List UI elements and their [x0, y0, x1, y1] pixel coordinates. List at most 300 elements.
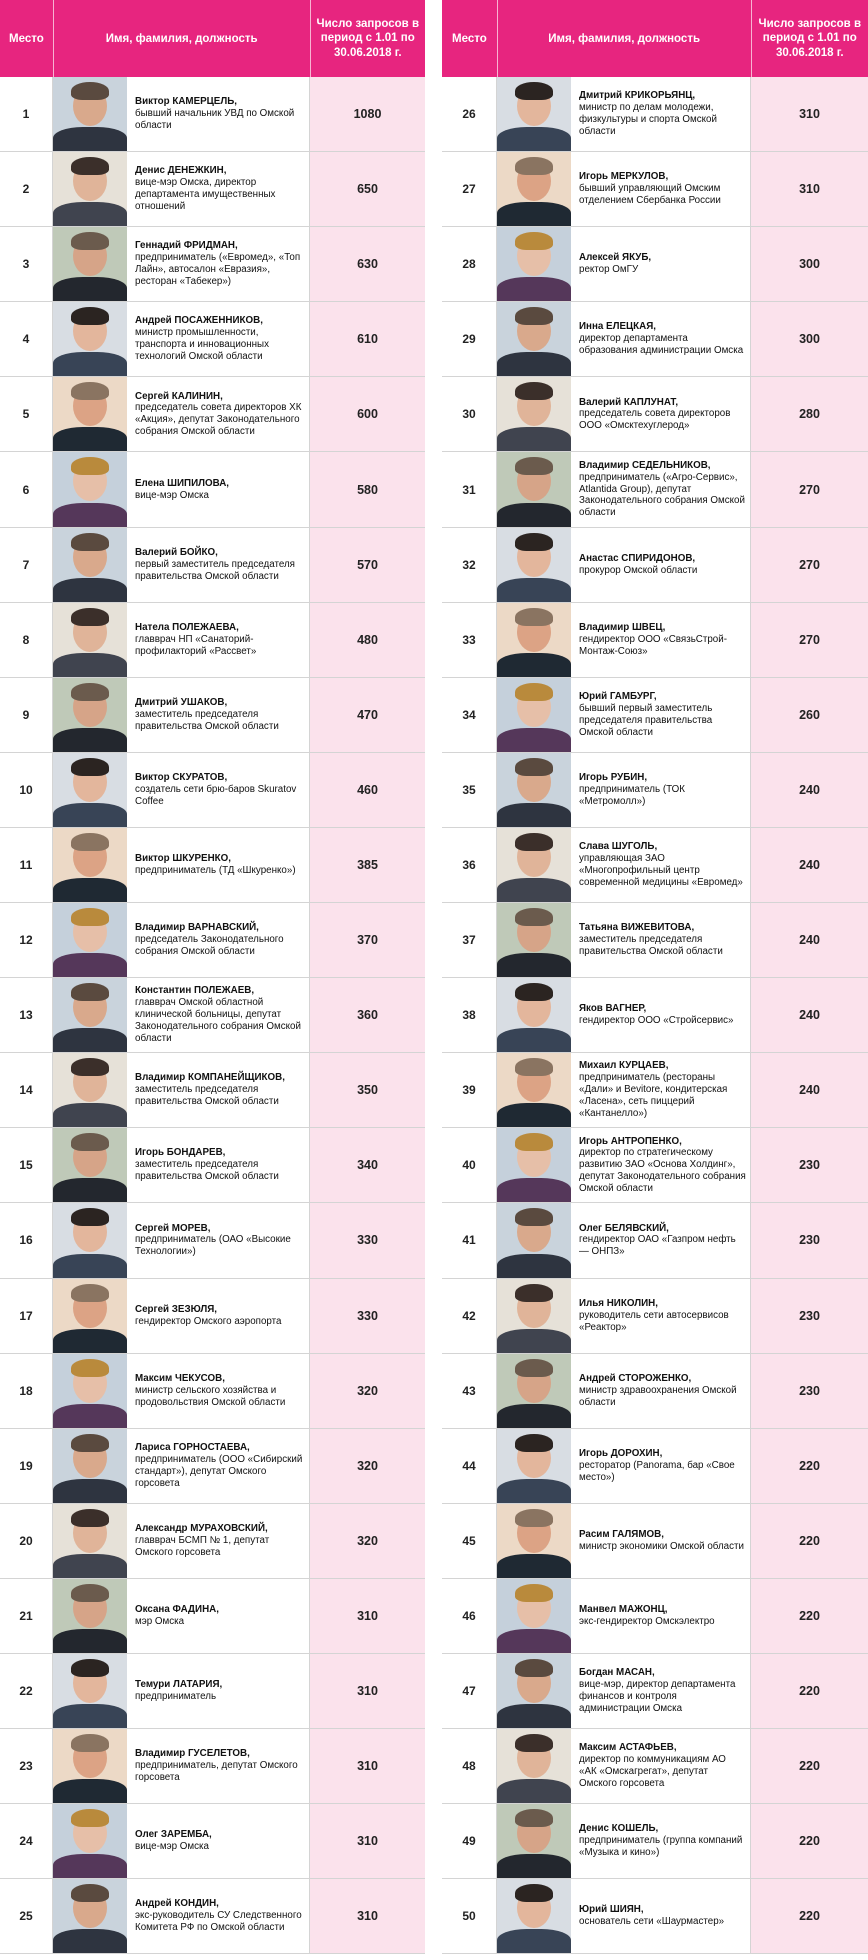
rank-number: 46 — [442, 1579, 497, 1653]
person-photo — [53, 1053, 127, 1127]
request-count: 320 — [310, 1504, 425, 1578]
person-info — [127, 1504, 310, 1578]
rank-number: 26 — [442, 77, 497, 151]
person-info — [127, 152, 310, 226]
person-name: Богдан МАСАН, — [579, 1667, 655, 1679]
person-photo — [53, 903, 127, 977]
person-name: Владимир ШВЕЦ, — [579, 621, 666, 633]
person-info — [571, 678, 751, 752]
request-count: 240 — [751, 978, 868, 1052]
person-position: предприниматель (ТД «Шкуренко») — [135, 864, 296, 876]
rank-number: 24 — [0, 1804, 53, 1878]
table-row — [0, 1654, 425, 1729]
rank-number: 25 — [0, 1879, 53, 1953]
rank-number: 48 — [442, 1729, 497, 1803]
person-name: Валерий БОЙКО, — [135, 546, 218, 558]
request-count: 310 — [310, 1654, 425, 1728]
person-info — [571, 1804, 751, 1878]
rank-number: 13 — [0, 978, 53, 1052]
person-photo — [497, 1429, 571, 1503]
table-row — [442, 1654, 868, 1729]
person-info — [571, 1729, 751, 1803]
person-photo — [497, 678, 571, 752]
person-position: бывший начальник УВД по Омской области — [135, 108, 295, 132]
person-position: предприниматель (ООО «Сибирский стандарт»), депутат Омского горсовета — [135, 1453, 303, 1489]
person-photo — [53, 828, 127, 902]
table-row — [442, 152, 868, 227]
person-name: Илья НИКОЛИН, — [579, 1297, 658, 1309]
table-row — [0, 603, 425, 678]
person-info — [571, 903, 751, 977]
person-name: Михаил КУРЦАЕВ, — [579, 1060, 669, 1072]
person-photo — [497, 1654, 571, 1728]
person-info — [127, 1804, 310, 1878]
person-info — [571, 227, 751, 301]
table-row — [0, 302, 425, 377]
person-name: Олег БЕЛЯВСКИЙ, — [579, 1222, 669, 1234]
table-row — [0, 978, 425, 1053]
person-position: первый заместитель председателя правительства Омской области — [135, 558, 295, 582]
person-position: предприниматель — [135, 1691, 217, 1703]
person-photo — [497, 1279, 571, 1353]
person-name: Игорь АНТРОПЕНКО, — [579, 1135, 682, 1147]
rank-number: 10 — [0, 753, 53, 827]
rank-number: 3 — [0, 227, 53, 301]
request-count: 580 — [310, 452, 425, 526]
person-photo — [497, 377, 571, 451]
person-photo — [497, 1128, 571, 1202]
person-position: основатель сети «Шаурмастер» — [579, 1916, 725, 1928]
person-info — [127, 1203, 310, 1277]
request-count: 260 — [751, 678, 868, 752]
table-header — [442, 0, 868, 77]
rank-number: 20 — [0, 1504, 53, 1578]
rank-number: 27 — [442, 152, 497, 226]
table-row — [442, 1504, 868, 1579]
rank-number: 9 — [0, 678, 53, 752]
ranking-table-left — [0, 0, 425, 1954]
person-position: прокурор Омской области — [579, 564, 698, 576]
person-position: гендиректор Омского аэропорта — [135, 1315, 282, 1327]
person-photo — [497, 1729, 571, 1803]
person-photo — [53, 1504, 127, 1578]
rank-number: 16 — [0, 1203, 53, 1277]
person-info — [571, 1879, 751, 1953]
request-count: 300 — [751, 302, 868, 376]
rank-number: 6 — [0, 452, 53, 526]
person-position: гендиректор ОАО «Газпром нефть — ОНПЗ» — [579, 1234, 736, 1258]
person-photo — [497, 978, 571, 1052]
person-position: гендиректор ООО «СвязьСтрой-Монтаж-Союз» — [579, 633, 727, 657]
person-name: Сергей КАЛИНИН, — [135, 390, 223, 402]
person-position: ресторатор (Panorama, бар «Свое место») — [579, 1459, 735, 1483]
person-position: руководитель сети автосервисов «Реактор» — [579, 1309, 729, 1333]
person-name: Виктор ШКУРЕНКО, — [135, 853, 231, 865]
person-name: Андрей ПОСАЖЕННИКОВ, — [135, 315, 263, 327]
person-info — [127, 1729, 310, 1803]
person-position: председатель совета директоров ООО «Омсктехуглерод» — [579, 408, 731, 432]
person-position: министр здравоохранения Омской области — [579, 1384, 737, 1408]
table-row — [442, 1729, 868, 1804]
request-count: 310 — [310, 1729, 425, 1803]
table-row — [0, 452, 425, 527]
table-row — [0, 1279, 425, 1354]
person-info — [571, 302, 751, 376]
table-row — [0, 77, 425, 152]
request-count: 330 — [310, 1203, 425, 1277]
header-count: Число запросов в период с 1.01 по 30.06.2018 г. — [758, 17, 862, 59]
rank-number: 29 — [442, 302, 497, 376]
person-info — [127, 377, 310, 451]
rank-number: 37 — [442, 903, 497, 977]
table-row — [442, 528, 868, 603]
request-count: 610 — [310, 302, 425, 376]
request-count: 240 — [751, 903, 868, 977]
person-info — [571, 1279, 751, 1353]
table-row — [442, 1279, 868, 1354]
request-count: 470 — [310, 678, 425, 752]
rank-number: 36 — [442, 828, 497, 902]
person-position: предприниматель («Агро-Сервис», Atlantida Group), депутат Законодательного собрания Омской области — [579, 471, 745, 519]
person-info — [127, 452, 310, 526]
table-header — [0, 0, 425, 77]
person-position: директор по коммуникациям АО «АК «Омскагрегат», депутат Омского горсовета — [579, 1754, 726, 1790]
table-row — [442, 1879, 868, 1954]
person-info — [571, 828, 751, 902]
request-count: 310 — [310, 1804, 425, 1878]
person-name: Александр МУРАХОВСКИЙ, — [135, 1522, 268, 1534]
person-position: вице-мэр Омска, директор департамента имущественных отношений — [135, 177, 276, 213]
table-row — [0, 1879, 425, 1954]
person-info — [571, 1504, 751, 1578]
person-position: создатель сети брю-баров Skuratov Coffee — [135, 783, 297, 807]
table-row — [442, 678, 868, 753]
request-count: 270 — [751, 603, 868, 677]
rank-number: 40 — [442, 1128, 497, 1202]
request-count: 320 — [310, 1429, 425, 1503]
rank-number: 43 — [442, 1354, 497, 1428]
table-row — [0, 227, 425, 302]
person-photo — [53, 603, 127, 677]
person-name: Максим ЧЕКУСОВ, — [135, 1372, 225, 1384]
request-count: 570 — [310, 528, 425, 602]
request-count: 330 — [310, 1279, 425, 1353]
header-place: Место — [442, 0, 498, 77]
person-name: Манвел МАЖОНЦ, — [579, 1603, 668, 1615]
person-photo — [497, 452, 571, 526]
person-info — [127, 528, 310, 602]
table-row — [0, 903, 425, 978]
person-photo — [53, 1804, 127, 1878]
rank-number: 30 — [442, 377, 497, 451]
request-count: 385 — [310, 828, 425, 902]
person-position: заместитель председателя правительства Омской области — [135, 708, 279, 732]
person-info — [571, 452, 751, 526]
table-body — [0, 77, 425, 1954]
person-position: главврач Омской областной клинической больницы, депутат Законодательного собрания Омской области — [135, 997, 301, 1045]
rank-number: 47 — [442, 1654, 497, 1728]
rank-number: 22 — [0, 1654, 53, 1728]
table-row — [442, 978, 868, 1053]
person-info — [571, 1053, 751, 1127]
table-row — [0, 377, 425, 452]
person-info — [127, 1579, 310, 1653]
person-name: Расим ГАЛЯМОВ, — [579, 1528, 664, 1540]
person-photo — [497, 1879, 571, 1953]
person-info — [127, 302, 310, 376]
person-name: Игорь ДОРОХИН, — [579, 1447, 663, 1459]
person-info — [571, 528, 751, 602]
rank-number: 1 — [0, 77, 53, 151]
person-photo — [497, 1354, 571, 1428]
person-name: Елена ШИПИЛОВА, — [135, 477, 230, 489]
person-photo — [497, 1804, 571, 1878]
person-name: Максим АСТАФЬЕВ, — [579, 1742, 677, 1754]
person-photo — [53, 1729, 127, 1803]
rank-number: 11 — [0, 828, 53, 902]
person-photo — [497, 753, 571, 827]
person-name: Сергей ЗЕЗЮЛЯ, — [135, 1303, 217, 1315]
person-position: экс-руководитель СУ Следственного Комитета РФ по Омской области — [135, 1910, 302, 1934]
request-count: 370 — [310, 903, 425, 977]
person-info — [127, 978, 310, 1052]
person-info — [127, 77, 310, 151]
request-count: 230 — [751, 1279, 868, 1353]
person-name: Дмитрий УШАКОВ, — [135, 696, 228, 708]
person-info — [571, 753, 751, 827]
request-count: 630 — [310, 227, 425, 301]
table-row — [442, 77, 868, 152]
person-info — [127, 753, 310, 827]
request-count: 230 — [751, 1354, 868, 1428]
person-position: председатель Законодательного собрания Омской области — [135, 934, 284, 958]
person-photo — [53, 302, 127, 376]
request-count: 310 — [310, 1879, 425, 1953]
person-photo — [53, 978, 127, 1052]
person-photo — [497, 227, 571, 301]
person-name: Валерий КАПЛУНАТ, — [579, 396, 679, 408]
person-info — [127, 1053, 310, 1127]
request-count: 220 — [751, 1429, 868, 1503]
person-info — [571, 1654, 751, 1728]
person-name: Алексей ЯКУБ, — [579, 252, 652, 264]
rank-number: 42 — [442, 1279, 497, 1353]
table-row — [442, 1804, 868, 1879]
person-name: Олег ЗАРЕМБА, — [135, 1829, 212, 1841]
request-count: 240 — [751, 1053, 868, 1127]
person-photo — [53, 452, 127, 526]
request-count: 650 — [310, 152, 425, 226]
table-row — [0, 678, 425, 753]
person-name: Анастас СПИРИДОНОВ, — [579, 552, 696, 564]
table-row — [0, 828, 425, 903]
person-position: предприниматель (группа компаний «Музыка и кино») — [579, 1835, 743, 1859]
rank-number: 31 — [442, 452, 497, 526]
request-count: 460 — [310, 753, 425, 827]
rank-number: 23 — [0, 1729, 53, 1803]
person-position: министр по делам молодежи, физкультуры и спорта Омской области — [579, 102, 717, 137]
request-count: 220 — [751, 1654, 868, 1728]
person-photo — [53, 227, 127, 301]
table-row — [0, 1354, 425, 1429]
table-row — [442, 1354, 868, 1429]
ranking-table-right — [442, 0, 868, 1954]
request-count: 310 — [751, 152, 868, 226]
table-body — [442, 77, 868, 1954]
person-name: Андрей СТОРОЖЕНКО, — [579, 1372, 692, 1384]
header-count: Число запросов в период с 1.01 по 30.06.2018 г. — [316, 17, 420, 59]
person-position: гендиректор ООО «Стройсервис» — [579, 1015, 734, 1027]
person-position: заместитель председателя правительства Омской области — [135, 1159, 279, 1183]
person-position: предприниматель («Евромед», «Топ Лайн», автосалон «Евразия», ресторан «Табекер») — [135, 252, 301, 288]
person-info — [127, 1354, 310, 1428]
header-name: Имя, фамилия, должность — [54, 0, 311, 77]
rank-number: 17 — [0, 1279, 53, 1353]
person-position: главврач БСМП № 1, депутат Омского горсовета — [135, 1534, 270, 1558]
person-info — [571, 377, 751, 451]
person-info — [127, 1654, 310, 1728]
person-position: министр экономики Омской области — [579, 1540, 744, 1552]
table-row — [442, 377, 868, 452]
person-photo — [53, 1354, 127, 1428]
request-count: 320 — [310, 1354, 425, 1428]
rank-number: 21 — [0, 1579, 53, 1653]
table-row — [0, 1804, 425, 1879]
request-count: 240 — [751, 753, 868, 827]
person-info — [571, 1354, 751, 1428]
table-row — [442, 903, 868, 978]
rank-number: 38 — [442, 978, 497, 1052]
person-position: мэр Омска — [135, 1615, 185, 1627]
person-info — [127, 678, 310, 752]
person-info — [571, 152, 751, 226]
rank-number: 35 — [442, 753, 497, 827]
table-row — [442, 603, 868, 678]
person-photo — [53, 1203, 127, 1277]
person-name: Андрей КОНДИН, — [135, 1898, 219, 1910]
table-row — [0, 1128, 425, 1203]
table-row — [0, 753, 425, 828]
person-info — [127, 828, 310, 902]
person-position: заместитель председателя правительства Омской области — [579, 934, 723, 958]
person-name: Натела ПОЛЕЖАЕВА, — [135, 621, 239, 633]
person-name: Владимир КОМПАНЕЙЩИКОВ, — [135, 1072, 285, 1084]
rank-number: 18 — [0, 1354, 53, 1428]
person-name: Сергей МОРЕВ, — [135, 1222, 211, 1234]
person-position: бывший управляющий Омским отделением Сбербанка России — [579, 183, 721, 207]
header-place: Место — [0, 0, 54, 77]
table-row — [0, 1504, 425, 1579]
person-photo — [497, 1053, 571, 1127]
person-photo — [53, 152, 127, 226]
person-photo — [497, 302, 571, 376]
request-count: 600 — [310, 377, 425, 451]
person-position: министр сельского хозяйства и продовольствия Омской области — [135, 1384, 286, 1408]
person-position: вице-мэр, директор департамента финансов и контроля администрации Омска — [579, 1679, 736, 1714]
person-position: предприниматель, депутат Омского горсовета — [135, 1760, 298, 1784]
request-count: 230 — [751, 1128, 868, 1202]
rank-number: 4 — [0, 302, 53, 376]
person-photo — [497, 528, 571, 602]
person-position: директор департамента образования администрации Омска — [579, 333, 744, 357]
table-row — [0, 528, 425, 603]
person-photo — [497, 603, 571, 677]
person-name: Яков ВАГНЕР, — [579, 1003, 647, 1015]
request-count: 340 — [310, 1128, 425, 1202]
person-photo — [497, 1504, 571, 1578]
request-count: 220 — [751, 1579, 868, 1653]
request-count: 350 — [310, 1053, 425, 1127]
table-row — [0, 1429, 425, 1504]
person-name: Игорь МЕРКУЛОВ, — [579, 171, 669, 183]
request-count: 1080 — [310, 77, 425, 151]
request-count: 270 — [751, 528, 868, 602]
rank-number: 33 — [442, 603, 497, 677]
person-info — [127, 1879, 310, 1953]
rank-number: 7 — [0, 528, 53, 602]
table-row — [442, 1203, 868, 1278]
person-name: Слава ШУГОЛЬ, — [579, 841, 658, 853]
request-count: 240 — [751, 828, 868, 902]
header-name: Имя, фамилия, должность — [498, 0, 752, 77]
rank-number: 2 — [0, 152, 53, 226]
request-count: 220 — [751, 1729, 868, 1803]
person-position: экс-гендиректор Омскэлектро — [579, 1615, 715, 1627]
request-count: 220 — [751, 1879, 868, 1953]
person-photo — [53, 1429, 127, 1503]
person-position: председатель совета директоров ХК «Акция», депутат Законодательного собрания Омской области — [135, 402, 302, 438]
person-position: вице-мэр Омска — [135, 1841, 209, 1853]
request-count: 300 — [751, 227, 868, 301]
rank-number: 50 — [442, 1879, 497, 1953]
person-info — [571, 1128, 751, 1202]
person-photo — [53, 528, 127, 602]
person-position: директор по стратегическому развитию ЗАО «Основа Холдинг», депутат Законодательного собрания Омской области — [579, 1147, 746, 1195]
person-name: Татьяна ВИЖЕВИТОВА, — [579, 922, 695, 934]
table-row — [0, 152, 425, 227]
rank-number: 28 — [442, 227, 497, 301]
request-count: 360 — [310, 978, 425, 1052]
table-row — [0, 1729, 425, 1804]
request-count: 480 — [310, 603, 425, 677]
person-position: предприниматель (ТОК «Метромолл») — [579, 783, 685, 807]
person-position: ректор ОмГУ — [579, 264, 639, 276]
rank-number: 14 — [0, 1053, 53, 1127]
person-info — [571, 1203, 751, 1277]
person-name: Темури ЛАТАРИЯ, — [135, 1679, 223, 1691]
request-count: 220 — [751, 1804, 868, 1878]
person-photo — [497, 77, 571, 151]
request-count: 220 — [751, 1504, 868, 1578]
person-photo — [497, 903, 571, 977]
person-photo — [53, 1879, 127, 1953]
request-count: 310 — [310, 1579, 425, 1653]
rank-number: 32 — [442, 528, 497, 602]
person-position: предприниматель (ОАО «Высокие Технологии») — [135, 1234, 291, 1258]
person-position: бывший первый заместитель председателя правительства Омской области — [579, 702, 713, 738]
person-position: министр промышленности, транспорта и инновационных технологий Омской области — [135, 327, 269, 363]
table-row — [442, 828, 868, 903]
table-row — [442, 302, 868, 377]
person-info — [127, 903, 310, 977]
person-photo — [53, 678, 127, 752]
person-name: Дмитрий КРИКОРЬЯНЦ, — [579, 90, 696, 102]
rank-number: 49 — [442, 1804, 497, 1878]
request-count: 310 — [751, 77, 868, 151]
rank-number: 34 — [442, 678, 497, 752]
request-count: 270 — [751, 452, 868, 526]
table-row — [442, 753, 868, 828]
